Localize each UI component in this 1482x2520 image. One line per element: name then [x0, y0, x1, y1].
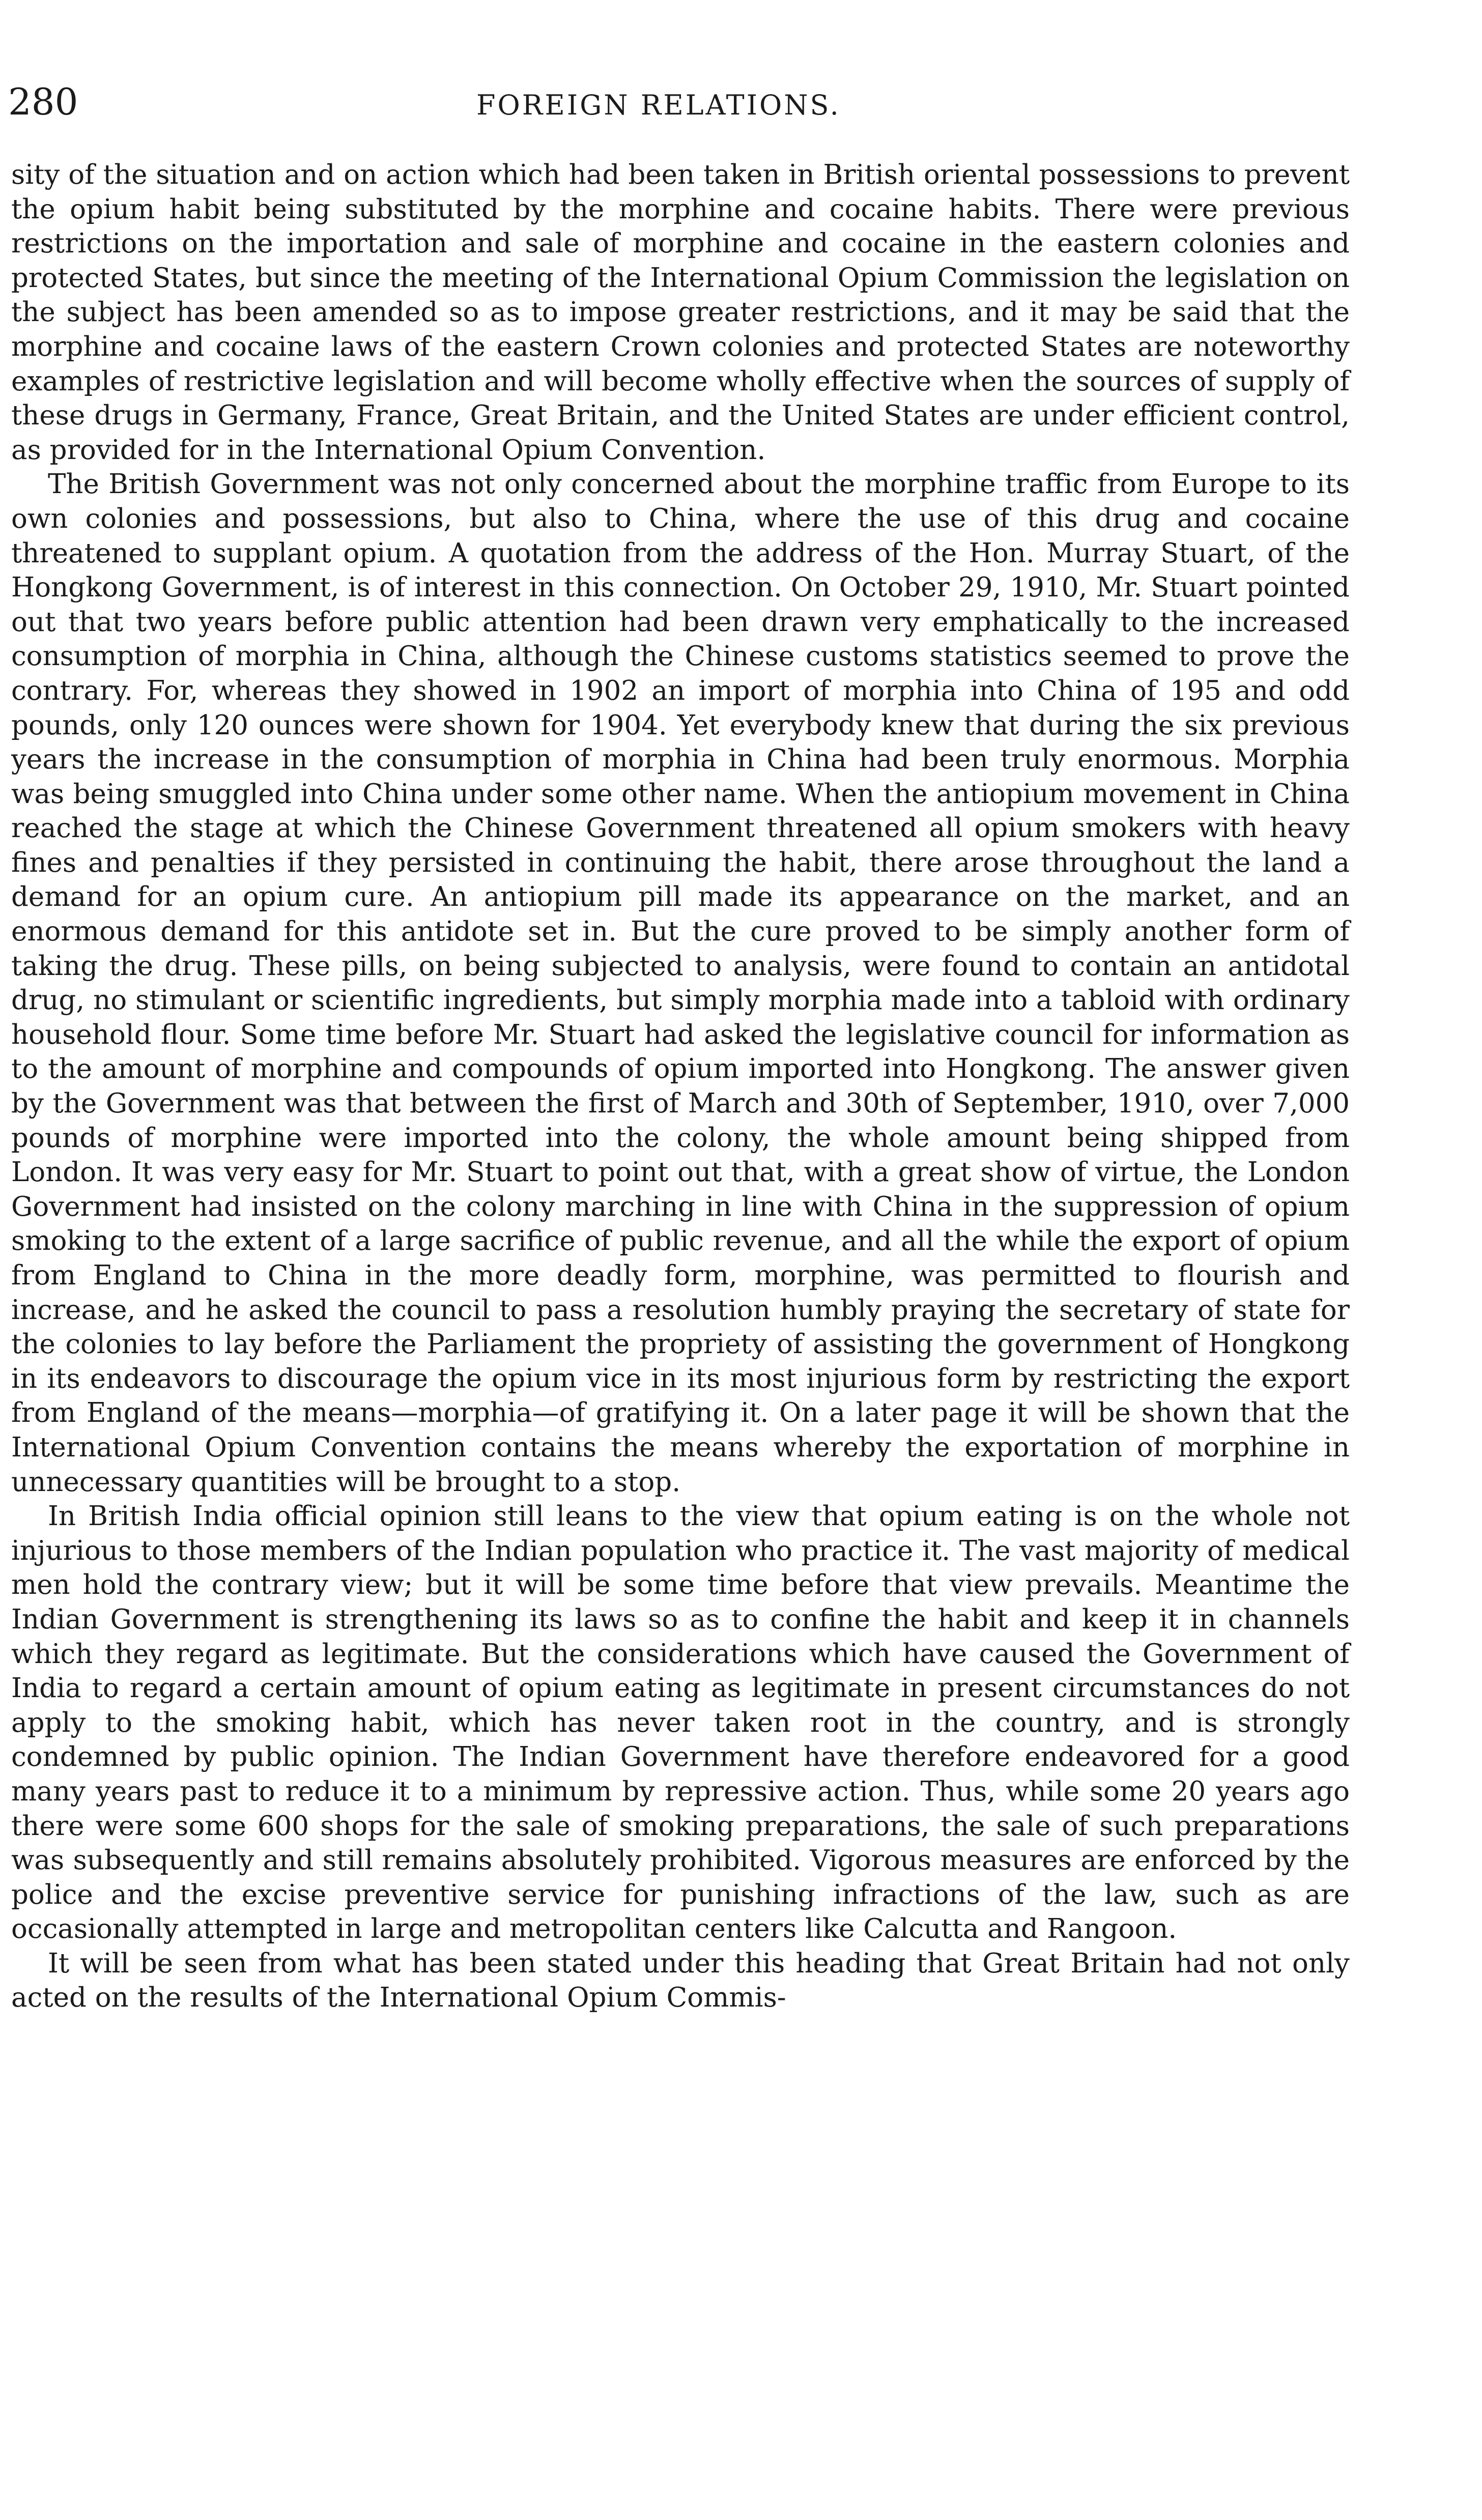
paragraph-great-britain-conclusion: It will be seen from what has been stated under this heading that Great Britain had not only acted on the results of the International Opium Commis- [11, 1948, 1350, 2014]
running-head: FOREIGN RELATIONS. [476, 89, 841, 121]
body-text [11, 158, 1350, 2015]
paragraph-british-india: In British India official opinion still leans to the view that opium eating is on the whole not injurious to those members of the Indian population who practice it. The vast majority of medical men hold the contrary view; but it will be some time before that view prevails. Meantime the Indian Government is strengthening its laws so as to confine the habit and keep it in channels which they regard as legitimate. But the considerations which have caused the Government of India to regard a certain amount of opium eating as legitimate in present circumstances do not apply to the smoking habit, which has never taken root in the country, and is strongly condemned by public opinion. The Indian Government have therefore endeavored for a good many years past to reduce it to a minimum by repressive action. Thus, while some 20 years ago there were some 600 shops for the sale of smoking preparations, the sale of such preparations was subsequently and still remains absolutely prohibited. Vigorous measures are enforced by the police and the excise preventive service for punishing infractions of the law, such as are occasionally attempted in large and metropolitan centers like Calcutta and Rangoon. [11, 1501, 1350, 1945]
page-header [8, 76, 1357, 132]
paragraph-continued: sity of the situation and on action which had been taken in British oriental possessions to prevent the opium habit being substituted by the morphine and cocaine habits. There were previous restrictions on the importation and sale of morphine and cocaine in the eastern colonies and protected States, but since the meeting of the International Opium Commission the legislation on the subject has been amended so as to impose greater restrictions, and it may be said that the morphine and cocaine laws of the eastern Crown colonies and protected States are noteworthy examples of restrictive legislation and will become wholly effective when the sources of supply of these drugs in Germany, France, Great Britain, and the United States are under efficient control, as provided for in the International Opium Convention. [11, 159, 1350, 466]
paragraph-british-government-morphine: The British Government was not only concerned about the morphine traffic from Europe to its own colonies and possessions, but also to China, where the use of this drug and cocaine threatened to supplant opium. A quotation from the address of the Hon. Murray Stuart, of the Hongkong Government, is of interest in this connection. On October 29, 1910, Mr. Stuart pointed out that two years before public attention had been drawn very emphatically to the increased consumption of morphia in China, although the Chinese customs statistics seemed to prove the contrary. For, whereas they showed in 1902 an import of morphia into China of 195 and odd pounds, only 120 ounces were shown for 1904. Yet everybody knew that during the six previous years the increase in the consumption of morphia in China had been truly enormous. Morphia was being smuggled into China under some other name. When the antiopium movement in China reached the stage at which the Chinese Government threatened all opium smokers with heavy fines and penalties if they persisted in continuing the habit, there arose throughout the land a demand for an opium cure. An antiopium pill made its appearance on the market, and an enormous demand for this antidote set in. But the cure proved to be simply another form of taking the drug. These pills, on being subjected to analysis, were found to contain an antidotal drug, no stimulant or scientific ingredients, but simply morphia made into a tabloid with ordinary household flour. Some time before Mr. Stuart had asked the legislative council for information as to the amount of morphine and compounds of opium imported into Hongkong. The answer given by the Government was that between the first of March and 30th of September, 1910, over 7,000 pounds of morphine were imported into the colony, the whole amount being shipped from London. It was very easy for Mr. Stuart to point out that, with a great show of virtue, the London Government had insisted on the colony marching in line with China in the suppression of opium smoking to the extent of a large sacrifice of public revenue, and all the while the export of opium from England to China in the more deadly form, morphine, was permitted to flourish and increase, and he asked the council to pass a resolution humbly praying the secretary of state for the colonies to lay before the Parliament the propriety of assisting the government of Hongkong in its endeavors to discourage the opium vice in its most injurious form by restricting the export from England of the means—morphia—of gratifying it. On a later page it will be shown that the International Opium Convention contains the means whereby the exportation of morphine in unnecessary quantities will be brought to a stop. [11, 469, 1350, 1498]
page-number: 280 [8, 80, 78, 123]
